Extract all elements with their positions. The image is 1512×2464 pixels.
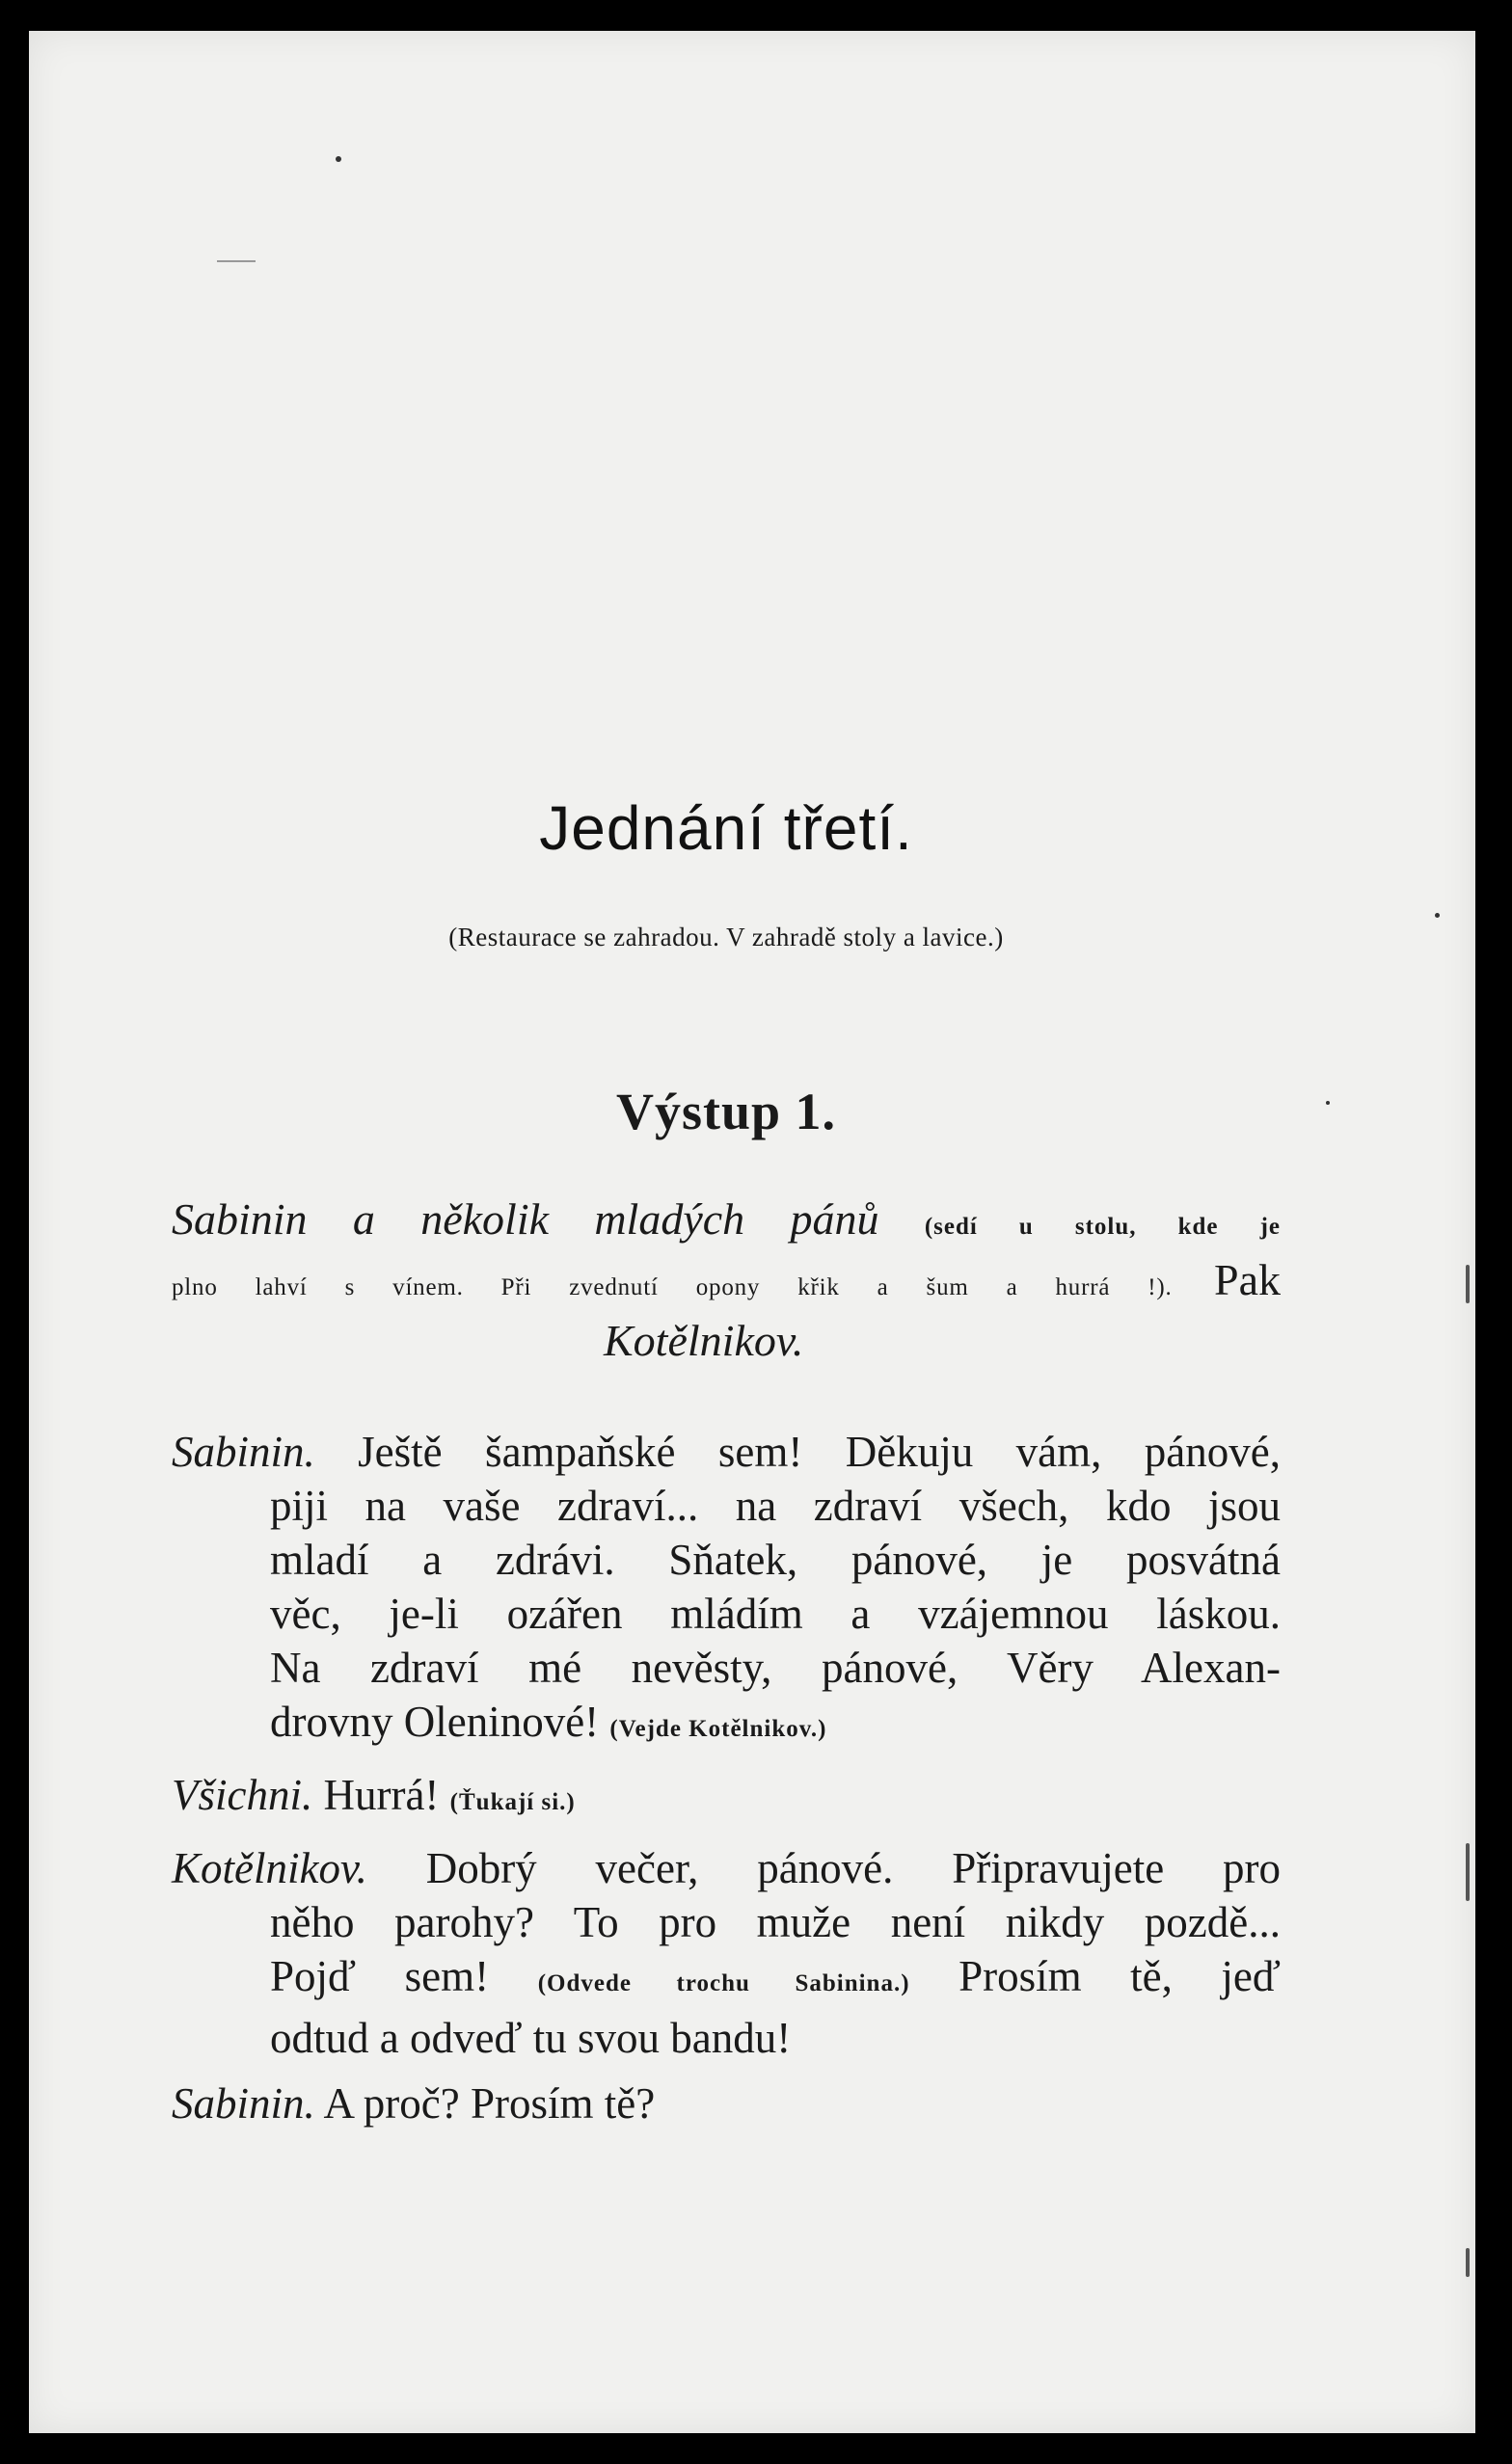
intro-line-2 <box>172 1253 1281 1314</box>
speech-line <box>172 1841 1281 1895</box>
edge-mark <box>1466 1843 1470 1901</box>
speech-sabinin-1 <box>172 1425 1281 1756</box>
setting-direction: (Restaurace se zahradou. V zahradě stoly a lavice.) <box>448 923 1004 951</box>
speech-line: věc, je-li ozářen mládím a vzájemnou láskou. <box>270 1590 1281 1638</box>
intro-direction-cont: plno lahví s vínem. Při zvednutí opony křik a šum a hurrá !). <box>172 1274 1173 1300</box>
speech-line <box>172 1949 1281 2011</box>
speech-text: Dobrý večer, pánové. Připravujete pro <box>425 1844 1281 1892</box>
scene-intro <box>172 1192 1281 1367</box>
speech-line: odtud a odveď tu svou bandu! <box>270 2014 792 2062</box>
paper-speck <box>336 156 341 162</box>
edge-mark <box>1466 1265 1470 1303</box>
margin-mark <box>217 260 256 262</box>
speech-text: A proč? Prosím tě? <box>323 2079 656 2128</box>
speech-text: Ještě šampaňské sem! Děkuju vám, pánové, <box>358 1428 1281 1476</box>
intro-line-1 <box>172 1192 1281 1253</box>
speech-sabinin-2 <box>172 2076 1281 2130</box>
speech-line: mladí a zdrávi. Sňatek, pánové, je posvátná <box>270 1536 1281 1584</box>
speech-text: Pojď sem! <box>270 1952 490 2000</box>
speech-line: Na zdraví mé nevěsty, pánové, Věry Alexan- <box>270 1644 1281 1692</box>
intro-direction: (sedí u stolu, kde je <box>924 1214 1281 1240</box>
book-page <box>29 31 1475 2433</box>
speech-text: Prosím tě, jeď <box>958 1952 1281 2000</box>
speech-line <box>172 1425 1281 1479</box>
speaker-name: Sabinin. <box>172 2079 315 2128</box>
intro-characters: Sabinin a několik mladých pánů <box>172 1194 879 1244</box>
speech-kotelnikov <box>172 1841 1281 2065</box>
speech-text: drovny Oleninové! <box>270 1698 600 1746</box>
stage-direction: (Odvede trochu Sabinina.) <box>537 1970 910 1996</box>
speech-line <box>172 1695 1281 1756</box>
speech-line <box>172 2076 1281 2130</box>
paper-speck <box>1435 913 1440 918</box>
speech-line: piji na vaše zdraví... na zdraví všech, kdo jsou <box>270 1482 1281 1530</box>
speech-line: něho parohy? To pro muže není nikdy pozdě... <box>270 1898 1281 1946</box>
paper-speck <box>1326 1101 1330 1105</box>
stage-direction: (Ťukají si.) <box>449 1789 576 1815</box>
intro-kotelnikov: Kotělnikov. <box>604 1316 804 1365</box>
speech-text: Hurrá! <box>323 1771 440 1819</box>
speaker-name: Sabinin. <box>172 1428 315 1476</box>
dialogue <box>172 1425 1281 2142</box>
stage-direction: (Vejde Kotělnikov.) <box>609 1716 827 1742</box>
scene-title: Výstup 1. <box>615 1083 837 1140</box>
speaker-name: Všichni. <box>172 1771 313 1819</box>
intro-pak: Pak <box>1214 1255 1282 1304</box>
speech-vsichni <box>172 1768 1281 1830</box>
speaker-name: Kotělnikov. <box>172 1844 367 1892</box>
act-title: Jednání třetí. <box>539 793 913 863</box>
speech-line <box>172 1768 1281 1830</box>
edge-mark <box>1466 2248 1470 2277</box>
